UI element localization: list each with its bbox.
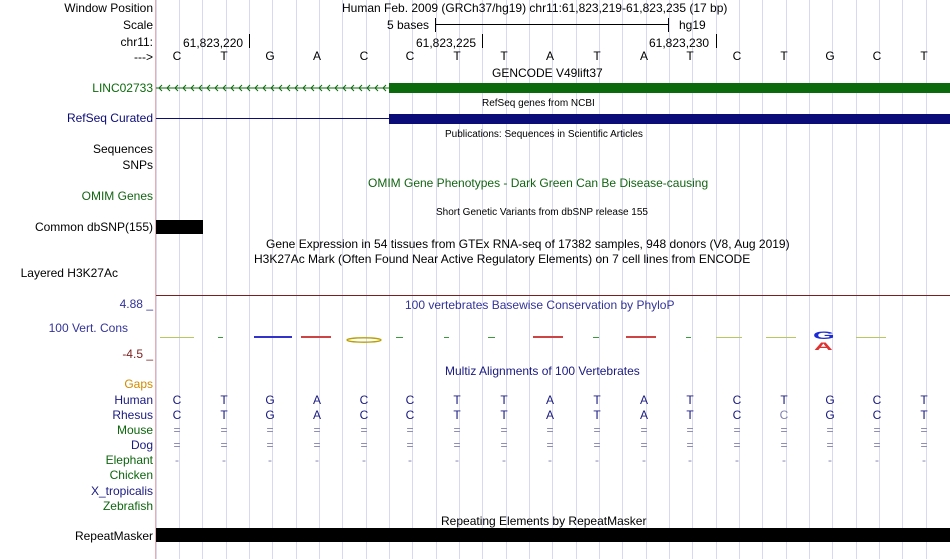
align-base: C — [172, 393, 182, 407]
coord-tick — [716, 34, 717, 48]
align-base: = — [873, 438, 881, 452]
align-base: = — [360, 438, 368, 452]
align-base: - — [688, 453, 692, 467]
track-label-elephant[interactable]: Elephant — [105, 453, 153, 467]
track-label-zebrafish[interactable]: Zebrafish — [102, 499, 153, 513]
track-label-100-vert-cons[interactable]: 100 Vert. Cons — [48, 321, 128, 335]
align-base: - — [315, 453, 319, 467]
refseq-exon-bar[interactable] — [389, 114, 950, 124]
align-base: = — [220, 438, 228, 452]
align-base: - — [735, 453, 739, 467]
publications-track-title: Publications: Sequences in Scientific Articles — [445, 129, 643, 140]
scale-text: 5 bases — [387, 18, 430, 32]
align-base: = — [640, 438, 648, 452]
scale-bar — [435, 24, 668, 25]
align-base: - — [408, 453, 412, 467]
repeatmasker-bar[interactable] — [156, 528, 950, 542]
align-base: C — [172, 408, 182, 422]
align-base: = — [780, 423, 788, 437]
align-base: G — [825, 393, 835, 407]
track-label-repeatmasker[interactable]: RepeatMasker — [74, 529, 153, 543]
track-label-rhesus[interactable]: Rhesus — [112, 408, 153, 422]
align-base: = — [826, 438, 834, 452]
align-base: T — [920, 408, 928, 422]
align-base: = — [453, 438, 461, 452]
base-letter: C — [172, 49, 182, 63]
track-image-area[interactable] — [156, 0, 950, 559]
coord-label: 61,823,220 — [183, 36, 244, 50]
align-base: G — [265, 393, 275, 407]
align-base: - — [875, 453, 879, 467]
align-base: T — [500, 393, 508, 407]
align-base: - — [595, 453, 599, 467]
align-base: = — [313, 438, 321, 452]
align-base: C — [359, 408, 369, 422]
align-base: G — [825, 408, 835, 422]
align-base: A — [639, 408, 648, 422]
align-base: = — [266, 423, 274, 437]
align-base: = — [780, 438, 788, 452]
omim-track-title: OMIM Gene Phenotypes - Dark Green Can Be Disease-causing — [368, 176, 709, 190]
track-label-sequences[interactable]: Sequences — [92, 142, 153, 156]
align-base: = — [453, 423, 461, 437]
track-label-human[interactable]: Human — [114, 393, 153, 407]
align-base: = — [686, 438, 694, 452]
dbsnp-variant-bar[interactable] — [156, 220, 203, 234]
align-base-mismatch: C — [779, 408, 789, 422]
coord-label: 61,823,230 — [649, 36, 710, 50]
cons-min-label: -4.5 _ — [122, 347, 153, 361]
base-letter: T — [593, 49, 601, 63]
align-base: C — [732, 408, 742, 422]
coord-tick — [482, 34, 483, 48]
align-base: = — [406, 438, 414, 452]
align-base: T — [500, 408, 508, 422]
track-label-layered-h3k27ac[interactable]: Layered H3K27Ac — [20, 266, 118, 280]
scale-label: Scale — [122, 18, 153, 32]
base-letter: C — [872, 49, 882, 63]
align-base: T — [453, 408, 461, 422]
gene-intron-arrows[interactable] — [156, 80, 390, 96]
align-base: A — [312, 408, 321, 422]
base-letter: T — [920, 49, 928, 63]
base-letter: T — [780, 49, 788, 63]
align-base: = — [546, 423, 554, 437]
align-base: - — [268, 453, 272, 467]
align-base: = — [826, 423, 834, 437]
align-base: - — [782, 453, 786, 467]
base-letter: A — [312, 49, 321, 63]
refseq-track-title: RefSeq genes from NCBI — [482, 98, 595, 109]
track-label-dog[interactable]: Dog — [130, 438, 153, 452]
phylop-small-logo — [346, 336, 386, 344]
align-base: - — [548, 453, 552, 467]
base-letter: T — [500, 49, 508, 63]
align-base: T — [593, 408, 601, 422]
base-letter: C — [732, 49, 742, 63]
align-base: C — [872, 408, 882, 422]
dbsnp-track-title: Short Genetic Variants from dbSNP release 155 — [436, 207, 648, 218]
align-base: = — [266, 438, 274, 452]
align-base: A — [639, 393, 648, 407]
align-base: - — [222, 453, 226, 467]
align-base: C — [405, 408, 415, 422]
base-letter: A — [639, 49, 648, 63]
align-base: A — [312, 393, 321, 407]
gencode-track-title: GENCODE V49lift37 — [492, 66, 603, 80]
align-base: = — [640, 423, 648, 437]
scale-bar-left-tick — [435, 18, 436, 32]
track-label-common-dbsnp[interactable]: Common dbSNP(155) — [34, 220, 153, 234]
align-base: T — [686, 408, 694, 422]
base-letter: T — [686, 49, 694, 63]
align-base: - — [922, 453, 926, 467]
track-label-mouse[interactable]: Mouse — [116, 423, 153, 437]
coord-tick — [249, 34, 250, 48]
phylop-ga-logo — [811, 329, 841, 357]
align-base: = — [360, 423, 368, 437]
align-base: = — [593, 423, 601, 437]
multiz-track-title: Multiz Alignments of 100 Vertebrates — [445, 364, 640, 378]
track-label-omim-genes[interactable]: OMIM Genes — [81, 189, 153, 203]
base-letter: C — [359, 49, 369, 63]
track-label-chicken[interactable]: Chicken — [109, 468, 153, 482]
align-base: - — [828, 453, 832, 467]
track-label-refseq-curated[interactable]: RefSeq Curated — [66, 111, 153, 125]
phylop-logo-letter-g: G — [813, 329, 835, 342]
align-base: C — [405, 393, 415, 407]
align-base: - — [455, 453, 459, 467]
scale-db-text: hg19 — [679, 18, 706, 32]
strand-arrow-label: ---> — [134, 50, 153, 64]
align-base: - — [362, 453, 366, 467]
h3k27ac-baseline — [156, 295, 950, 296]
track-label-linc02733[interactable]: LINC02733 — [92, 81, 153, 95]
align-base: = — [593, 438, 601, 452]
align-base: - — [502, 453, 506, 467]
base-letter: T — [220, 49, 228, 63]
base-letter: G — [825, 49, 835, 63]
base-letter: C — [405, 49, 415, 63]
align-base: = — [733, 423, 741, 437]
base-letter: G — [265, 49, 275, 63]
assembly-position-text: Human Feb. 2009 (GRCh37/hg19) chr11:61,823,219-61,823,235 (17 bp) — [342, 1, 728, 15]
cons-max-label: 4.88 _ — [119, 297, 153, 311]
align-base: = — [873, 423, 881, 437]
align-base: = — [500, 438, 508, 452]
phylop-track-title: 100 vertebrates Basewise Conservation by PhyloP — [405, 298, 675, 312]
phylop-logo-letter-a: A — [814, 340, 833, 353]
chromosome-label: chr11: — [120, 35, 153, 49]
track-label-column — [0, 0, 155, 559]
align-base: C — [359, 393, 369, 407]
align-base: = — [733, 438, 741, 452]
align-base: T — [453, 393, 461, 407]
align-base: = — [313, 423, 321, 437]
align-base: C — [732, 393, 742, 407]
align-base: G — [265, 408, 275, 422]
gencode-exon-bar[interactable] — [389, 83, 950, 93]
track-label-x-tropicalis[interactable]: X_tropicalis — [90, 484, 153, 498]
align-base: T — [220, 393, 228, 407]
align-base: = — [173, 423, 181, 437]
align-base: = — [500, 423, 508, 437]
align-base: T — [686, 393, 694, 407]
align-base: = — [920, 438, 928, 452]
refseq-intron-line[interactable] — [156, 118, 390, 119]
window-position-label: Window Position — [64, 1, 153, 15]
scale-bar-right-tick — [668, 18, 669, 32]
align-base: = — [686, 423, 694, 437]
align-base: T — [220, 408, 228, 422]
coord-label: 61,823,225 — [416, 36, 477, 50]
align-base: A — [545, 393, 554, 407]
align-base: A — [545, 408, 554, 422]
align-base: T — [593, 393, 601, 407]
align-base: = — [920, 423, 928, 437]
h3k27ac-track-title: H3K27Ac Mark (Often Found Near Active Regulatory Elements) on 7 cell lines from ENCODE — [254, 252, 751, 266]
base-letter: T — [453, 49, 461, 63]
align-base: T — [920, 393, 928, 407]
align-base: = — [406, 423, 414, 437]
base-letter: A — [545, 49, 554, 63]
track-label-snps[interactable]: SNPs — [122, 158, 153, 172]
track-label-gaps[interactable]: Gaps — [124, 377, 153, 391]
align-base: = — [173, 438, 181, 452]
align-base: - — [175, 453, 179, 467]
align-base: T — [780, 393, 788, 407]
align-base: = — [220, 423, 228, 437]
gtex-track-title: Gene Expression in 54 tissues from GTEx RNA-seq of 17382 samples, 948 donors (V8, Aug 2019) — [266, 237, 790, 251]
align-base: = — [546, 438, 554, 452]
align-base: C — [872, 393, 882, 407]
repeatmasker-track-title: Repeating Elements by RepeatMasker — [441, 514, 647, 528]
align-base: - — [642, 453, 646, 467]
